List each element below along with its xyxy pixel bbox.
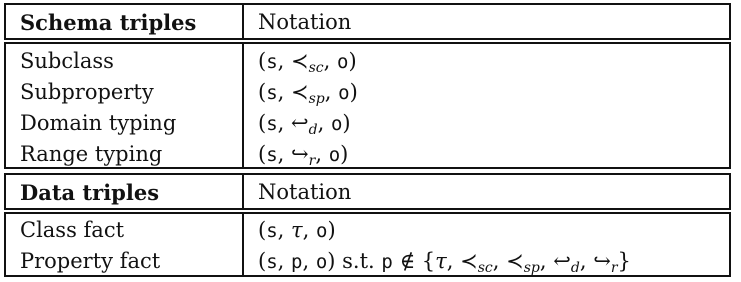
row-label: Subproperty [20, 80, 154, 104]
row-label: Property fact [20, 249, 161, 273]
data-notation-header: Notation [258, 180, 352, 204]
row-notation: (s, $↪_r$, o) [258, 142, 349, 169]
row-label: Range typing [20, 142, 163, 166]
data-rows-block [4, 212, 731, 277]
row-label: Domain typing [20, 111, 177, 135]
data-header-row [6, 177, 729, 208]
row-notation: (s, p, o) s.t. p ∉ {τ, $≺_{sc}$, $≺_{sp}$, $↩_d$, $↪_r$} [258, 249, 631, 276]
row-notation: (s, $≺_{sc}$, o) [258, 49, 357, 76]
row-notation: (s, τ, o) [258, 218, 336, 242]
schema-row-range-typing [6, 139, 729, 170]
row-label: Class fact [20, 218, 125, 242]
row-notation: (s, $≺_{sp}$, o) [258, 80, 358, 107]
data-row-property-fact [6, 246, 729, 277]
data-row-class-fact [6, 215, 729, 246]
schema-rows-block [4, 42, 731, 169]
row-label: Subclass [20, 49, 114, 73]
data-header-block [4, 173, 731, 210]
schema-notation-header: Notation [258, 10, 352, 34]
schema-row-subproperty [6, 77, 729, 108]
schema-row-subclass [6, 46, 729, 77]
data-header-label: Data triples [20, 180, 160, 205]
notation-table [4, 3, 735, 277]
schema-header-label: Schema triples [20, 10, 197, 35]
row-notation: (s, $↩_d$, o) [258, 111, 351, 138]
schema-row-domain-typing [6, 108, 729, 139]
schema-header-row [6, 7, 729, 38]
schema-header-block [4, 3, 731, 40]
